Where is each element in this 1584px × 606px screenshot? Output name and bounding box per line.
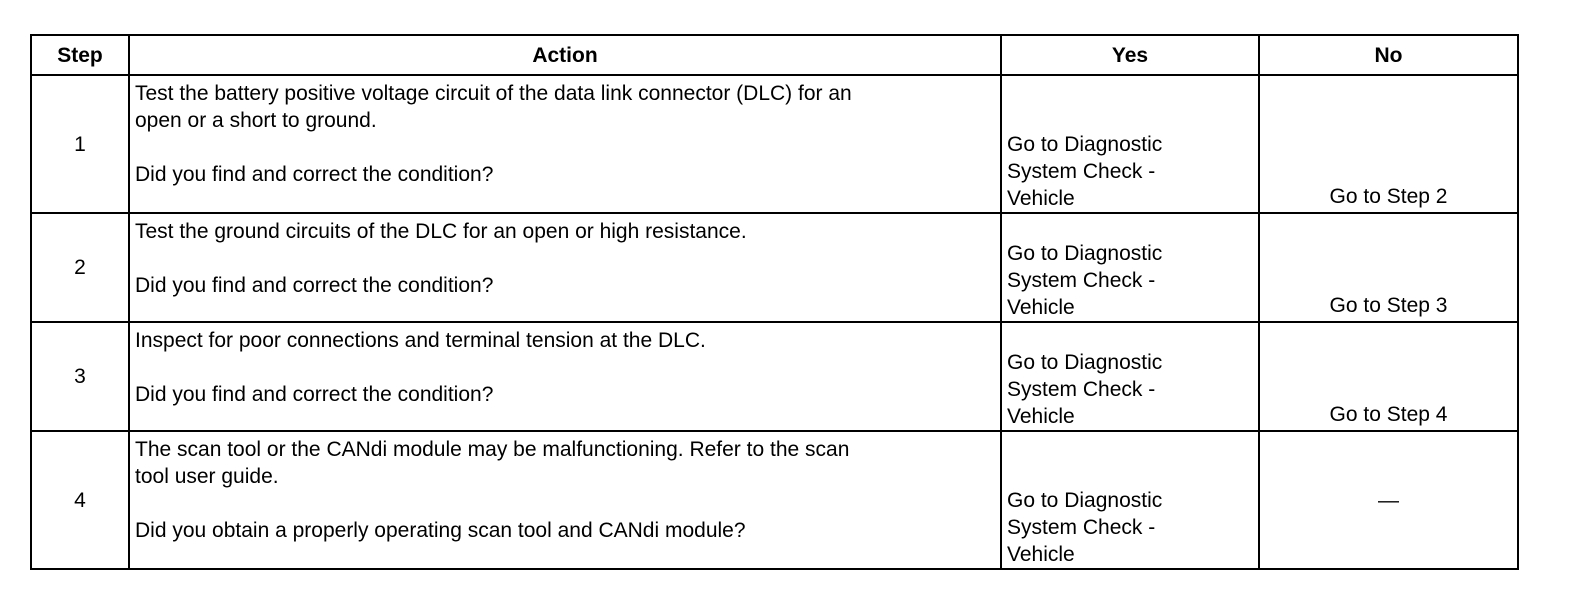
no-result: Go to Step 2: [1259, 75, 1518, 213]
table-row: [31, 322, 1518, 431]
step-number: 1: [31, 75, 129, 213]
header-yes: Yes: [1001, 35, 1259, 75]
action-instruction-line: Test the ground circuits of the DLC for an open or high resistance.: [135, 220, 747, 243]
action-question: Did you find and correct the condition?: [135, 274, 494, 297]
action-instruction-line: Inspect for poor connections and terminal tension at the DLC.: [135, 329, 706, 352]
step-number: 2: [31, 213, 129, 322]
no-result: Go to Step 4: [1259, 322, 1518, 431]
action-question: Did you find and correct the condition?: [135, 163, 494, 186]
table-row: [31, 75, 1518, 213]
header-step: Step: [31, 35, 129, 75]
yes-cell: [1001, 322, 1259, 431]
action-instruction-line: tool user guide.: [135, 465, 279, 488]
step-number: 4: [31, 431, 129, 569]
no-result: —: [1259, 431, 1518, 569]
yes-result: Go to Diagnostic System Check - Vehicle: [1007, 489, 1163, 566]
step-number: 3: [31, 322, 129, 431]
header-row: [31, 35, 1518, 75]
action-instruction-line: The scan tool or the CANdi module may be malfunctioning. Refer to the scan: [135, 438, 850, 461]
yes-result: Go to Diagnostic System Check - Vehicle: [1007, 351, 1163, 428]
yes-cell: [1001, 213, 1259, 322]
action-cell: [129, 213, 1001, 322]
action-question: Did you find and correct the condition?: [135, 383, 494, 406]
header-no: No: [1259, 35, 1518, 75]
action-cell: [129, 75, 1001, 213]
action-cell: [129, 322, 1001, 431]
table-row: [31, 431, 1518, 569]
yes-result: Go to Diagnostic System Check - Vehicle: [1007, 133, 1163, 210]
action-cell: [129, 431, 1001, 569]
action-instruction-line: Test the battery positive voltage circuit of the data link connector (DLC) for an: [135, 82, 852, 105]
action-instruction-line: open or a short to ground.: [135, 109, 377, 132]
no-result: Go to Step 3: [1259, 213, 1518, 322]
yes-cell: [1001, 75, 1259, 213]
yes-cell: [1001, 431, 1259, 569]
table-row: [31, 213, 1518, 322]
yes-result: Go to Diagnostic System Check - Vehicle: [1007, 242, 1163, 319]
diagnostic-table: [30, 34, 1519, 570]
header-action: Action: [129, 35, 1001, 75]
action-question: Did you obtain a properly operating scan tool and CANdi module?: [135, 519, 746, 542]
